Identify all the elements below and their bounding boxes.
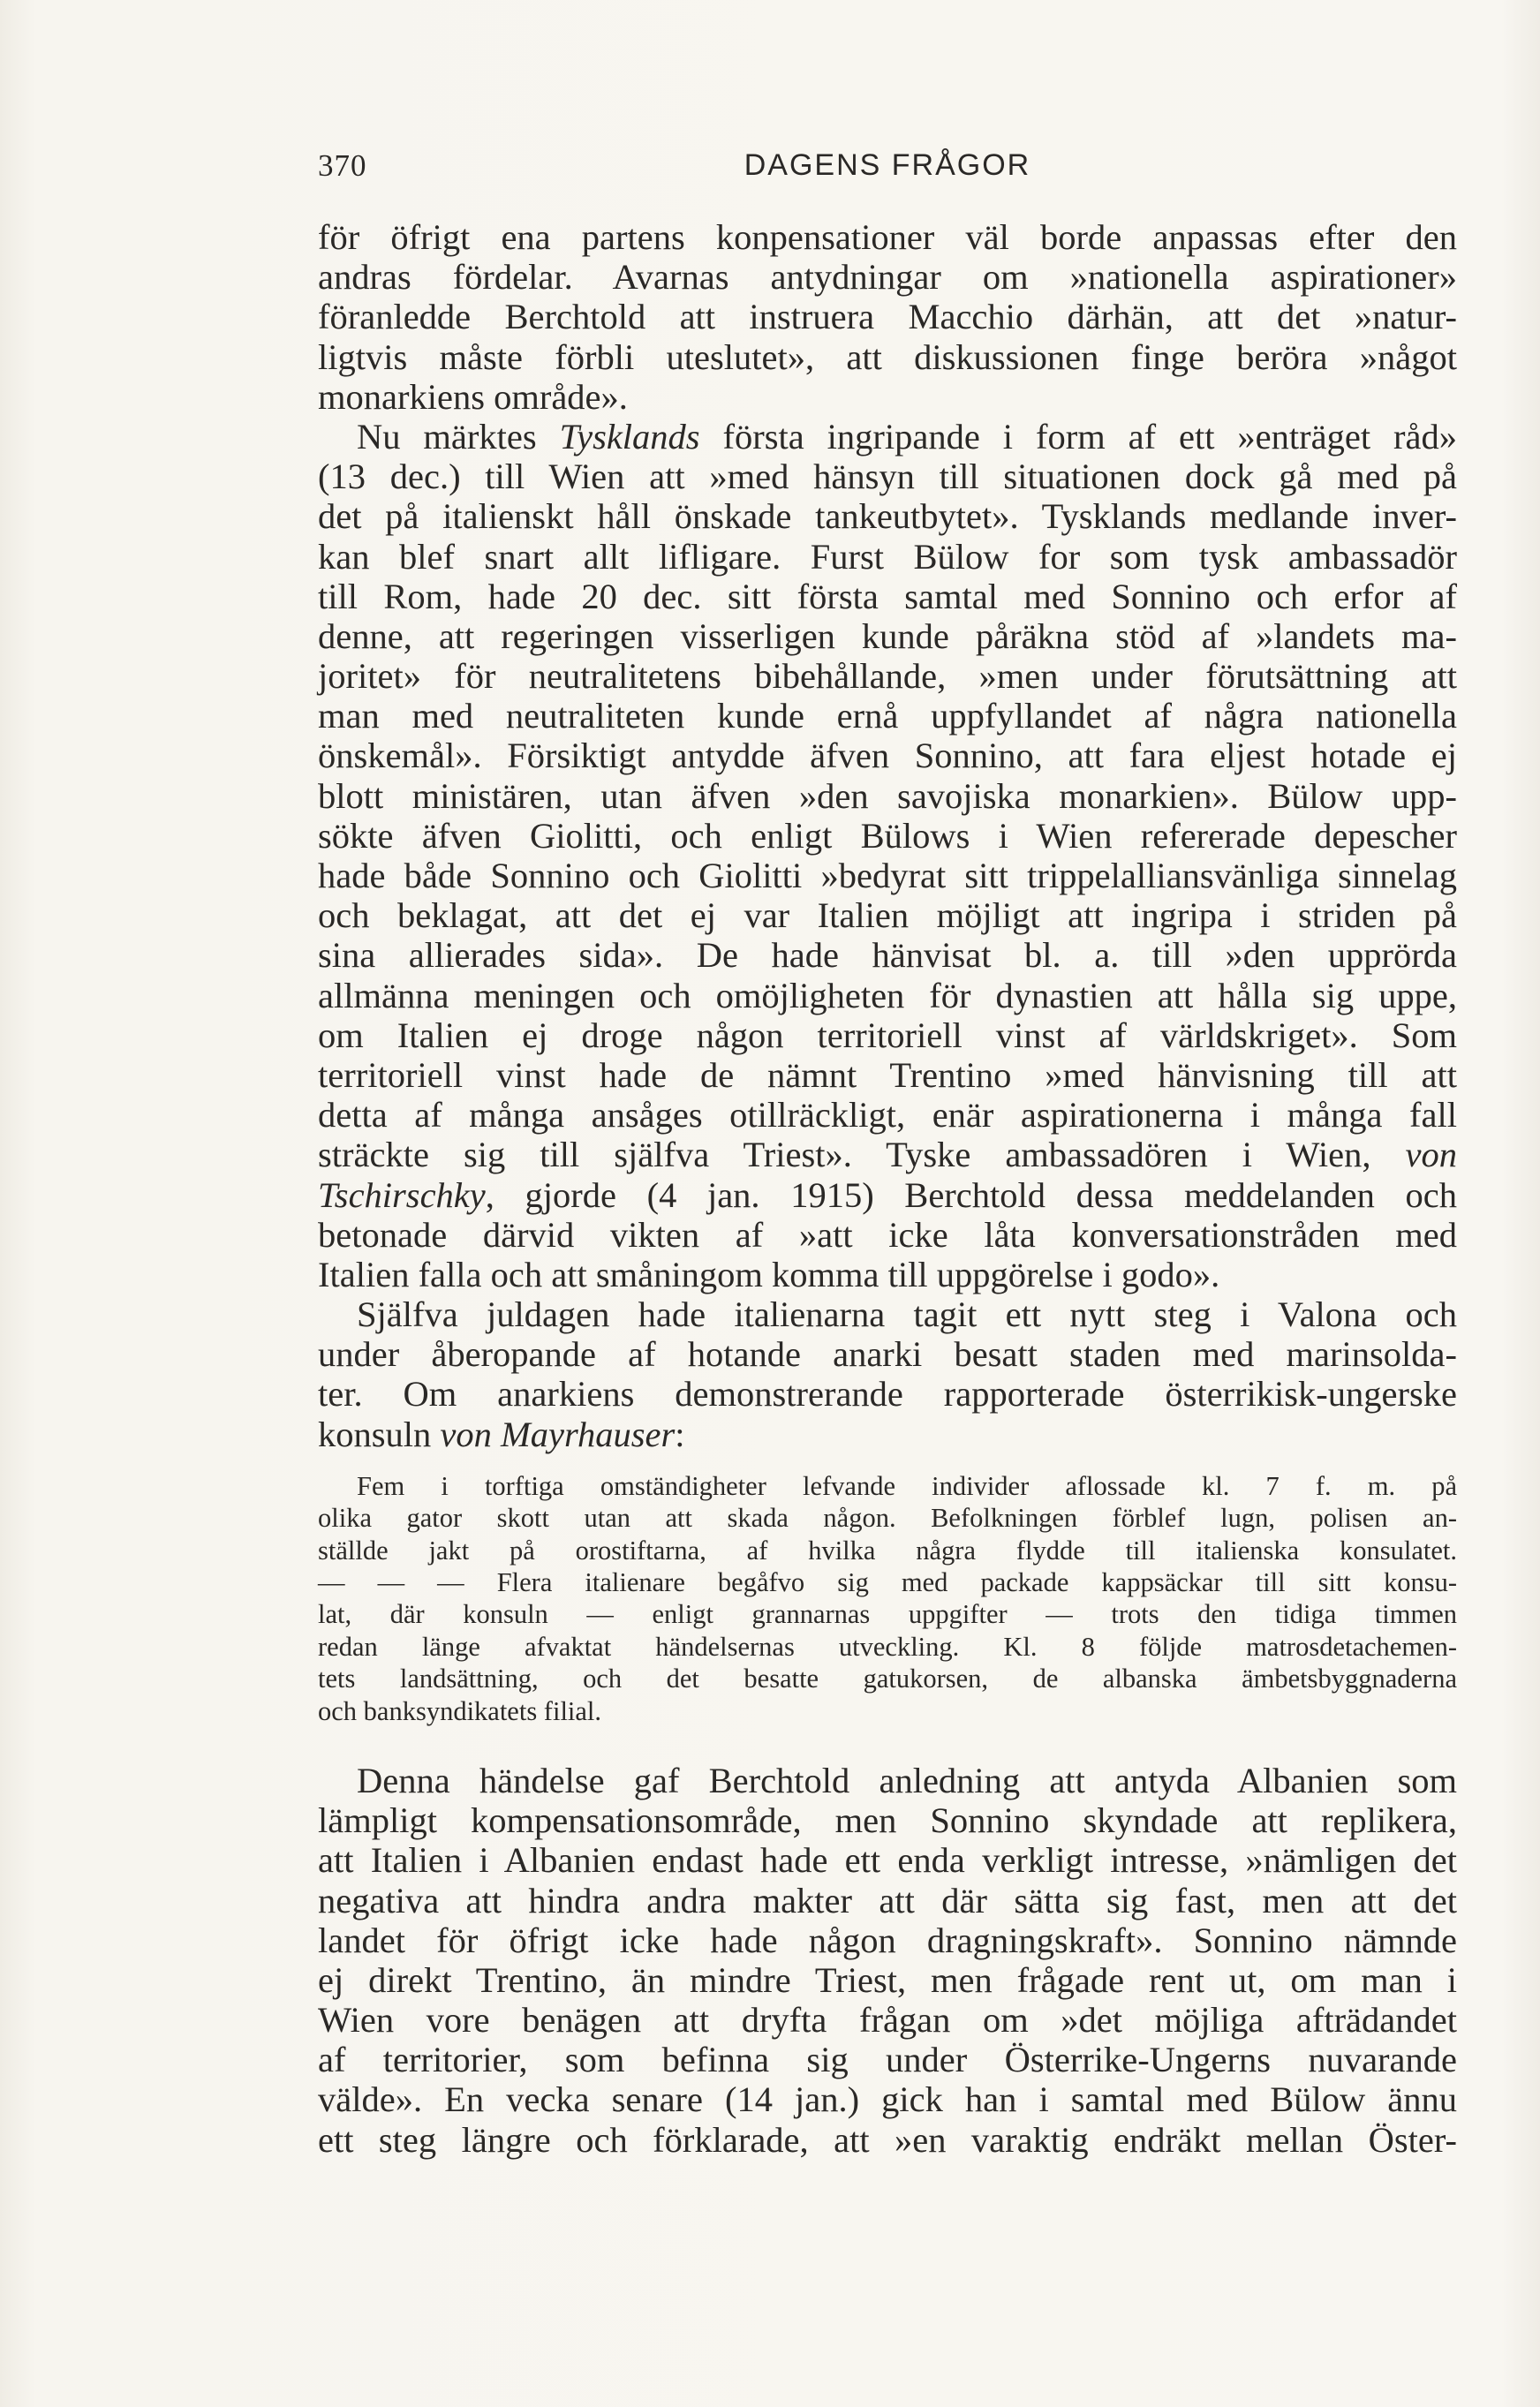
quote-line: — — — Flera italienare begåfvo sig med packade kappsäckar till sitt konsu- <box>318 1566 1457 1597</box>
text-line: om Italien ej droge någon territoriell vinst af världskriget». Som <box>318 1015 1457 1055</box>
text-line: Nu märktes Tysklands första ingripande i form af ett »enträget råd» <box>357 416 1457 456</box>
page-header <box>318 148 1457 192</box>
running-title: DAGENS FRÅGOR <box>744 148 1031 182</box>
text-line: landet för öfrigt icke hade någon dragningskraft». Sonnino nämnde <box>318 1920 1457 1960</box>
text-line: sträckte sig till själfva Triest». Tyske ambassadören i Wien, von <box>318 1135 1457 1175</box>
text-line: kan blef snart allt lifligare. Furst Bülow for som tysk ambassadör <box>318 536 1457 577</box>
text-line: till Rom, hade 20 dec. sitt första samtal med Sonnino och erfor af <box>318 576 1457 616</box>
text-line: ett steg längre och förklarade, att »en varaktig endräkt mellan Öster- <box>318 2119 1457 2160</box>
text-line: monarkiens område». <box>318 376 628 417</box>
text-line: ligtvis måste förbli uteslutet», att diskussionen finge beröra »något <box>318 336 1457 377</box>
quote-line: tets landsättning, och det besatte gatukorsen, de albanska ämbetsbyggnaderna <box>318 1664 1457 1694</box>
quote-line: ställde jakt på orostiftarna, af hvilka några flydde till italienska konsulatet. <box>318 1535 1457 1566</box>
text-line: konsuln von Mayrhauser: <box>318 1414 685 1454</box>
text-line: betonade därvid vikten af »att icke låta konversationstråden med <box>318 1214 1457 1255</box>
text-line: under åberopande af hotande anarki besatt staden med marinsolda- <box>318 1334 1457 1375</box>
text-line: joritet» för neutralitetens bibehållande, »men under förutsättning att <box>318 656 1457 697</box>
text-line: af territorier, som befinna sig under Österrike-Ungerns nuvarande <box>318 2040 1457 2080</box>
paragraph-1 <box>318 217 1457 417</box>
text-line: Wien vore benägen att dryfta frågan om »det möjliga afträdandet <box>318 2000 1457 2041</box>
text-line: Tschirschky, gjorde (4 jan. 1915) Berchtold dessa meddelanden och <box>318 1174 1457 1215</box>
text-line: önskemål». Försiktigt antydde äfven Sonnino, att fara eljest hotade ej <box>318 736 1457 776</box>
text-line: detta af många ansåges otillräckligt, enär aspirationerna i många fall <box>318 1095 1457 1136</box>
text-line: Själfva juldagen hade italienarna tagit ett nytt steg i Valona och <box>357 1294 1457 1335</box>
paragraph-3 <box>318 1294 1457 1454</box>
text-line: ter. Om anarkiens demonstrerande rapporterade österrikisk-ungerske <box>318 1374 1457 1415</box>
quote-line: lat, där konsuln — enligt grannarnas uppgifter — trots den tidiga timmen <box>318 1599 1457 1630</box>
paragraph-4 <box>318 1761 1457 2160</box>
text-line: Italien falla och att småningom komma till uppgörelse i godo». <box>318 1254 1220 1294</box>
text-line: det på italienskt håll önskade tankeutbytet». Tysklands medlande inver- <box>318 496 1457 537</box>
text-line: välde». En vecka senare (14 jan.) gick han i samtal med Bülow ännu <box>318 2079 1457 2120</box>
text-line: andras fördelar. Avarnas antydningar om »nationella aspirationer» <box>318 257 1457 298</box>
text-line: att Italien i Albanien endast hade ett enda verkligt intresse, »nämligen det <box>318 1840 1457 1881</box>
quote-line: redan länge afvaktat händelsernas utveckling. Kl. 8 följde matrosdetachemen- <box>318 1631 1457 1662</box>
quote-line: och banksyndikatets filial. <box>318 1695 602 1726</box>
text-line: sökte äfven Giolitti, och enligt Bülows i Wien refererade depescher <box>318 815 1457 856</box>
block-quote <box>318 1470 1457 1727</box>
paragraph-2 <box>318 417 1457 1294</box>
text-line: sina allierades sida». De hade hänvisat bl. a. till »den upprörda <box>318 935 1457 976</box>
text-line: negativa att hindra andra makter att där sätta sig fast, men att det <box>318 1880 1457 1920</box>
text-line: Denna händelse gaf Berchtold anledning att antyda Albanien som <box>357 1760 1457 1800</box>
text-line: denne, att regeringen visserligen kunde påräkna stöd af »landets ma- <box>318 615 1457 656</box>
text-line: hade både Sonnino och Giolitti »bedyrat sitt trippelalliansvänliga sinnelag <box>318 856 1457 895</box>
text-line: lämpligt kompensationsområde, men Sonnino skyndade att replikera, <box>318 1800 1457 1841</box>
text-line: föranledde Berchtold att instruera Macchio därhän, att det »natur- <box>318 297 1457 337</box>
body-text <box>318 217 1457 2160</box>
text-line: allmänna meningen och omöjligheten för dynastien att hålla sig uppe, <box>318 975 1457 1015</box>
text-line: ej direkt Trentino, än mindre Triest, men frågade rent ut, om man i <box>318 1959 1457 2000</box>
text-line: (13 dec.) till Wien att »med hänsyn till situationen dock gå med på <box>318 456 1457 497</box>
quote-line: Fem i torftiga omständigheter lefvande individer aflossade kl. 7 f. m. på <box>357 1470 1457 1501</box>
text-line: blott ministären, utan äfven »den savojiska monarkien». Bülow upp- <box>318 775 1457 816</box>
quote-line: olika gator skott utan att skada någon. Befolkningen förblef lugn, polisen an- <box>318 1503 1457 1534</box>
page-number: 370 <box>318 148 367 183</box>
text-line: och beklagat, att det ej var Italien möjligt att ingripa i striden på <box>318 895 1457 936</box>
text-line: för öfrigt ena partens konpensationer väl borde anpassas efter den <box>318 217 1457 257</box>
text-line: territoriell vinst hade de nämnt Trentino »med hänvisning till att <box>318 1054 1457 1095</box>
text-line: man med neutraliteten kunde ernå uppfyllandet af några nationella <box>318 696 1457 736</box>
